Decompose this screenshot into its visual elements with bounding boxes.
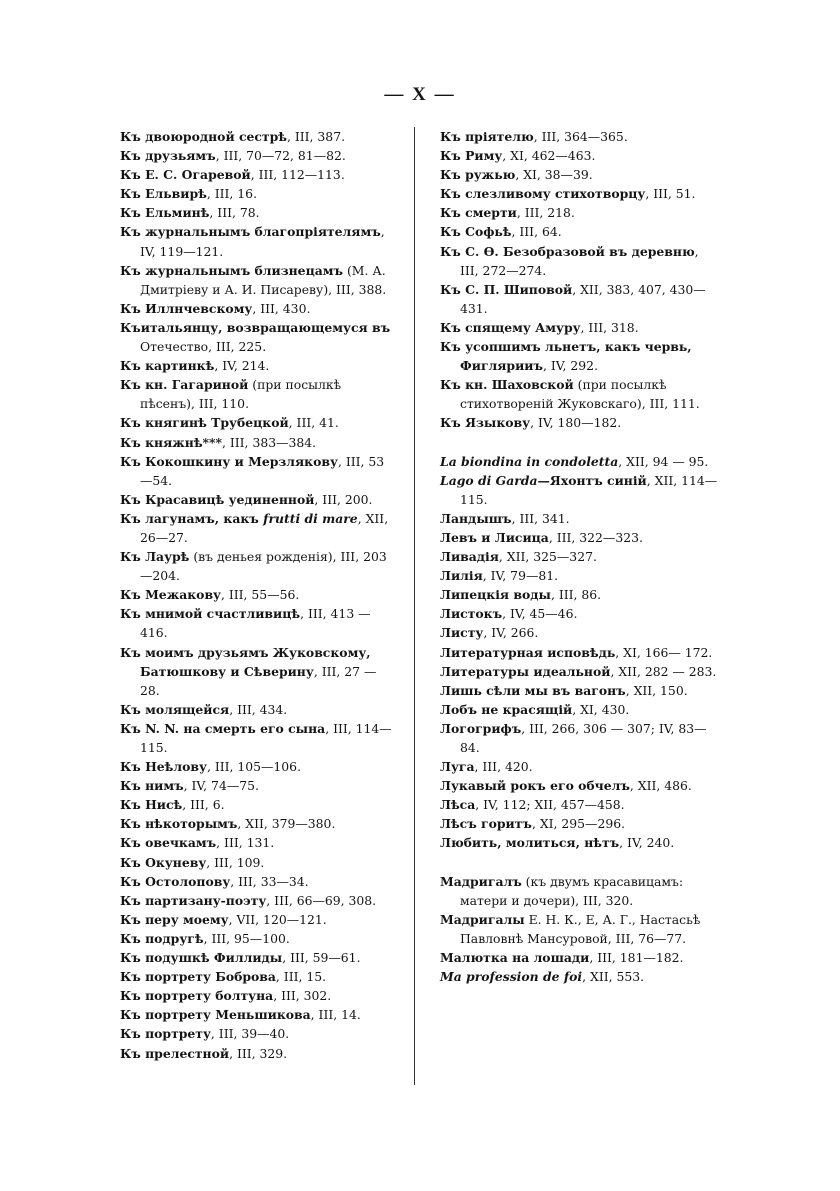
index-entry xyxy=(120,986,395,1005)
entry-reference: , III, 59—61. xyxy=(282,950,361,966)
entry-title: Къ картинкѣ xyxy=(120,358,215,374)
index-entry xyxy=(440,184,718,203)
index-entry xyxy=(440,910,718,948)
entry-title: Лобъ не красящій xyxy=(440,701,573,717)
entry-title: frutti di mare xyxy=(263,510,358,526)
entry-reference: , XII, 26—27. xyxy=(140,510,389,545)
entry-reference: , XII, 325—327. xyxy=(498,549,597,565)
index-entry xyxy=(440,566,718,585)
entry-title: Къ кн. Гагариной xyxy=(120,377,249,393)
entry-reference: (при посылкѣ стихотвореній Жуковскаго), III, 111. xyxy=(460,377,700,412)
entry-title: Къ Ельминѣ xyxy=(120,205,210,221)
entry-reference: , III, 95—100. xyxy=(203,930,290,946)
entry-title: Къ смерти xyxy=(440,205,517,221)
entry-reference: , III, 33—34. xyxy=(230,873,309,889)
entry-reference: , XII, 553. xyxy=(582,969,645,985)
index-entry xyxy=(120,165,395,184)
index-entry xyxy=(120,643,395,700)
index-entry xyxy=(440,127,718,146)
entry-title: Листу xyxy=(440,625,484,641)
index-entry xyxy=(440,604,718,623)
entry-title: Къ слезливому стихотворцу xyxy=(440,186,646,202)
entry-reference: , XII, 486. xyxy=(629,778,692,794)
index-entry xyxy=(440,165,718,184)
section-gap xyxy=(440,853,718,872)
entry-reference: , III, 430. xyxy=(252,300,311,316)
entry-reference: , XI, 295—296. xyxy=(531,816,626,832)
index-entry xyxy=(440,967,718,986)
entry-title: Къ овечкамъ xyxy=(120,835,217,851)
entry-title: Мадригалъ xyxy=(440,873,522,889)
entry-reference: , XI, 430. xyxy=(572,701,630,717)
entry-reference: , III, 41. xyxy=(288,415,339,431)
entry-title: Литературная исповѣдь xyxy=(440,644,616,660)
entry-reference: , XII, 379—380. xyxy=(237,816,336,832)
index-entry xyxy=(120,929,395,948)
entry-title: —Яхонтъ синій xyxy=(537,472,647,488)
index-entry xyxy=(440,776,718,795)
entry-reference: , III, 53—54. xyxy=(140,453,385,488)
entry-reference: , III, 51. xyxy=(645,186,696,202)
index-entry xyxy=(120,1044,395,1063)
entry-title: Луга xyxy=(440,759,475,775)
entry-title: Къ N. N. на смерть его сына xyxy=(120,720,326,736)
entry-title: Ландышъ xyxy=(440,510,512,526)
entry-title: Къ партизану-поэту xyxy=(120,892,267,908)
entry-title: Къ журнальнымъ благопріятелямъ xyxy=(120,224,381,240)
entry-title: Лѣса xyxy=(440,797,476,813)
entry-reference: , XII, 383, 407, 430—431. xyxy=(460,281,706,316)
section-gap xyxy=(440,433,718,452)
entry-title: Lago di Garda xyxy=(440,472,538,488)
entry-reference: , III, 70—72, 81—82. xyxy=(215,148,346,164)
entry-reference: , IV, 74—75. xyxy=(183,778,259,794)
entry-reference: (въ деньея рожденія), III, 203—204. xyxy=(140,549,387,584)
entry-title: La biondina in condoletta xyxy=(440,453,619,469)
entry-reference: , III, 434. xyxy=(229,701,288,717)
entry-reference: , XII, 94 — 95. xyxy=(618,453,709,469)
index-entry xyxy=(440,146,718,165)
index-entry xyxy=(440,452,718,471)
index-entry xyxy=(440,700,718,719)
entry-title: Малютка на лошади xyxy=(440,950,590,966)
entry-title: Ливадія xyxy=(440,549,499,565)
index-entry xyxy=(440,413,718,432)
entry-reference: , XII, 282 — 283. xyxy=(610,663,717,679)
entry-reference: , III, 329. xyxy=(229,1045,288,1061)
entry-title: Любить, молиться, нѣтъ xyxy=(440,835,620,851)
entry-reference: , III, 383—384. xyxy=(222,434,317,450)
entry-title: Къ подушкѣ Филлиды xyxy=(120,950,283,966)
entry-title: Къ ружью xyxy=(440,167,516,183)
entry-title: Къ Кокошкину и Мерзлякову xyxy=(120,453,338,469)
page-header: — X — xyxy=(384,84,456,105)
index-entry xyxy=(440,833,718,852)
entry-title: Къ друзьямъ xyxy=(120,148,216,164)
index-entry xyxy=(120,814,395,833)
entry-reference: , III, 364—365. xyxy=(533,129,628,144)
index-entry xyxy=(120,719,395,757)
entry-reference: , IV, 266. xyxy=(483,625,539,641)
index-entry xyxy=(120,299,395,318)
index-entry xyxy=(120,318,395,356)
index-entry xyxy=(120,585,395,604)
entry-reference: , III, 322—323. xyxy=(548,529,643,545)
entry-title: Къ двоюродной сестрѣ xyxy=(120,129,287,144)
entry-title: Къ Е. С. Огаревой xyxy=(120,167,251,183)
entry-title: Къ Ельвирѣ xyxy=(120,186,207,202)
entry-title: Къ Красавицѣ уединенной xyxy=(120,491,315,507)
entry-title: Къ портрету болтуна xyxy=(120,988,274,1004)
entry-reference: , III, 112—113. xyxy=(250,167,345,183)
entry-title: Къ мнимой счастливицѣ xyxy=(120,606,301,622)
index-entry xyxy=(440,375,718,413)
entry-title: Къ княжнѣ*** xyxy=(120,434,222,450)
entry-title: Лѣсъ горитъ xyxy=(440,816,532,832)
index-column-right xyxy=(440,127,718,986)
entry-reference: , III, 55—56. xyxy=(220,587,300,603)
entry-reference: , IV, 240. xyxy=(619,835,675,851)
entry-reference: , XII, 150. xyxy=(625,682,688,698)
index-entry xyxy=(120,795,395,814)
index-entry xyxy=(440,795,718,814)
entry-reference: , III, 109. xyxy=(206,854,265,870)
entry-title: Къ нимъ xyxy=(120,778,184,794)
entry-title: Къ кн. Шаховской xyxy=(440,377,574,393)
index-entry xyxy=(120,872,395,891)
entry-title: Къ молящейся xyxy=(120,701,230,717)
index-entry xyxy=(440,662,718,681)
entry-reference: , III, 14. xyxy=(310,1007,361,1023)
entry-reference: , III, 387. xyxy=(286,129,346,144)
entry-reference: , III, 266, 306 — 307; IV, 83—84. xyxy=(460,720,707,755)
entry-title: Къ Языкову xyxy=(440,415,531,431)
entry-reference: , IV, 214. xyxy=(214,358,270,374)
entry-title: Къ подругѣ xyxy=(120,930,204,946)
entry-title: Мадригалы xyxy=(440,911,525,927)
index-entry xyxy=(120,261,395,299)
index-entry xyxy=(440,719,718,757)
entry-title: Къ Нисѣ xyxy=(120,797,183,813)
index-entry xyxy=(120,356,395,375)
index-entry xyxy=(440,280,718,318)
entry-title: Къ Окуневу xyxy=(120,854,207,870)
index-entry xyxy=(440,318,718,337)
index-entry xyxy=(120,700,395,719)
entry-title: Къ Иллнчевскому xyxy=(120,300,253,316)
entry-reference: , III, 66—69, 308. xyxy=(266,892,377,908)
index-entry xyxy=(440,681,718,700)
entry-title: Къ перу моему xyxy=(120,911,229,927)
entry-title: Къ прелестной xyxy=(120,1045,230,1061)
entry-reference: , IV, 180—182. xyxy=(530,415,622,431)
entry-reference: , IV, 45—46. xyxy=(502,606,578,622)
entry-reference: , IV, 119—121. xyxy=(140,224,385,259)
entry-title: Къитальянцу, возвращающемуся въ xyxy=(120,319,391,335)
index-entry xyxy=(120,967,395,986)
entry-reference: , XI, 462—463. xyxy=(502,148,596,164)
entry-reference: Е. Н. К., Е, А. Г., Настасьѣ Павловнѣ Мансуровой, III, 76—77. xyxy=(460,911,701,946)
index-entry xyxy=(440,585,718,604)
index-entry xyxy=(120,757,395,776)
entry-reference: (М. А. Дмитріеву и А. И. Писареву), III, 388. xyxy=(140,262,387,297)
entry-reference: , III, 181—182. xyxy=(589,950,684,966)
entry-reference: , III, 15. xyxy=(275,969,327,985)
index-entry xyxy=(440,623,718,642)
entry-title: Къ усопшимъ льнетъ, какъ червь, Фиглярииъ xyxy=(440,339,692,374)
index-entry xyxy=(120,1024,395,1043)
index-entry xyxy=(120,203,395,222)
entry-reference: Отечество, III, 225. xyxy=(140,339,267,355)
entry-title: Къ спящему Амуру xyxy=(440,319,581,335)
entry-reference: , III, 64. xyxy=(511,224,562,240)
entry-reference: , III, 420. xyxy=(474,759,533,775)
entry-title: Липецкія воды xyxy=(440,587,551,603)
index-entry xyxy=(120,509,395,547)
entry-reference: , III, 341. xyxy=(511,510,570,526)
index-entry xyxy=(120,891,395,910)
entry-reference: , III, 272—274. xyxy=(460,243,699,278)
entry-title: Къ лагунамъ, какъ xyxy=(120,510,264,526)
index-entry xyxy=(440,757,718,776)
entry-reference: , III, 6. xyxy=(182,797,225,813)
index-entry xyxy=(120,413,395,432)
entry-title: Къ журнальнымъ близнецамъ xyxy=(120,262,344,278)
entry-title: Логогрифъ xyxy=(440,720,522,736)
entry-title: Лишь сѣли мы въ вагонъ xyxy=(440,682,626,698)
entry-title: Къ нѣкоторымъ xyxy=(120,816,238,832)
index-entry xyxy=(120,547,395,585)
entry-title: Листокъ xyxy=(440,606,503,622)
index-entry xyxy=(120,184,395,203)
entry-title: Къ пріятелю xyxy=(440,129,534,144)
index-entry xyxy=(440,814,718,833)
entry-title: Лукавый рокъ его обчелъ xyxy=(440,778,630,794)
entry-reference: , IV, 79—81. xyxy=(482,568,559,584)
entry-reference: , III, 39—40. xyxy=(210,1026,290,1042)
entry-title: Лилія xyxy=(440,568,483,584)
index-entry xyxy=(120,1005,395,1024)
index-entry xyxy=(120,146,395,165)
index-entry xyxy=(440,643,718,662)
column-divider xyxy=(414,127,415,1085)
index-column-left xyxy=(120,127,395,1063)
entry-reference: , XI, 166— 172. xyxy=(615,644,713,660)
entry-reference: (къ двумъ красавицамъ: матери и дочери), III, 320. xyxy=(460,873,684,908)
entry-reference: , III, 302. xyxy=(273,988,332,1004)
index-entry xyxy=(120,833,395,852)
entry-reference: (при посылкѣ пѣсенъ), III, 110. xyxy=(140,377,342,412)
index-entry xyxy=(120,604,395,642)
entry-title: Къ Остолопову xyxy=(120,873,231,889)
index-entry xyxy=(440,872,718,910)
entry-reference: , III, 318. xyxy=(580,319,639,335)
index-entry xyxy=(120,490,395,509)
index-entry xyxy=(440,509,718,528)
entry-reference: , III, 131. xyxy=(216,835,275,851)
entry-title: Къ Межакову xyxy=(120,587,221,603)
index-entry xyxy=(440,203,718,222)
entry-title: Къ моимъ друзьямъ Жуковскому, Батюшкову и Сѣверину xyxy=(120,644,371,679)
index-entry xyxy=(440,948,718,967)
entry-reference: , III, 200. xyxy=(314,491,373,507)
index-entry xyxy=(120,948,395,967)
index-entry xyxy=(120,776,395,795)
entry-title: Къ С. П. Шиповой xyxy=(440,281,573,297)
index-entry xyxy=(440,242,718,280)
index-entry xyxy=(120,433,395,452)
entry-title: Къ Неѣлову xyxy=(120,759,207,775)
entry-reference: , III, 16. xyxy=(206,186,258,202)
index-entry xyxy=(440,528,718,547)
index-entry xyxy=(120,452,395,490)
entry-reference: , XI, 38—39. xyxy=(515,167,593,183)
entry-reference: , IV, 292. xyxy=(542,358,599,374)
index-entry xyxy=(440,471,718,509)
entry-reference: , XII, 114—115. xyxy=(460,472,718,507)
entry-reference: , III, 78. xyxy=(209,205,260,221)
entry-reference: , III, 218. xyxy=(516,205,575,221)
entry-title: Левъ и Лисица xyxy=(440,529,549,545)
entry-reference: , III, 27 — 28. xyxy=(140,663,377,698)
entry-title: Къ портрету xyxy=(120,1026,211,1042)
entry-title: Къ С. Ѳ. Безобразовой въ деревню xyxy=(440,243,695,259)
entry-title: Къ Софьѣ xyxy=(440,224,512,240)
entry-reference: , III, 413 — 416. xyxy=(140,606,371,641)
index-entry xyxy=(440,222,718,241)
entry-title: Къ княгинѣ Трубецкой xyxy=(120,415,289,431)
index-entry xyxy=(120,127,395,146)
entry-reference: , VII, 120—121. xyxy=(228,911,327,927)
index-entry xyxy=(440,337,718,375)
entry-reference: , III, 86. xyxy=(550,587,602,603)
entry-title: Ma profession de foi xyxy=(440,969,583,985)
index-entry xyxy=(440,547,718,566)
index-entry xyxy=(120,910,395,929)
entry-reference: , III, 105—106. xyxy=(206,759,302,775)
index-entry xyxy=(120,853,395,872)
entry-title: Къ портрету Меньшикова xyxy=(120,1007,311,1023)
entry-reference: , III, 114—115. xyxy=(140,720,392,755)
entry-title: Къ портрету Боброва xyxy=(120,969,276,985)
index-entry xyxy=(120,375,395,413)
entry-reference: , IV, 112; XII, 457—458. xyxy=(475,797,625,813)
entry-title: Литературы идеальной xyxy=(440,663,611,679)
entry-title: Къ Лаурѣ xyxy=(120,549,190,565)
entry-title: Къ Риму xyxy=(440,148,503,164)
index-entry xyxy=(120,222,395,260)
